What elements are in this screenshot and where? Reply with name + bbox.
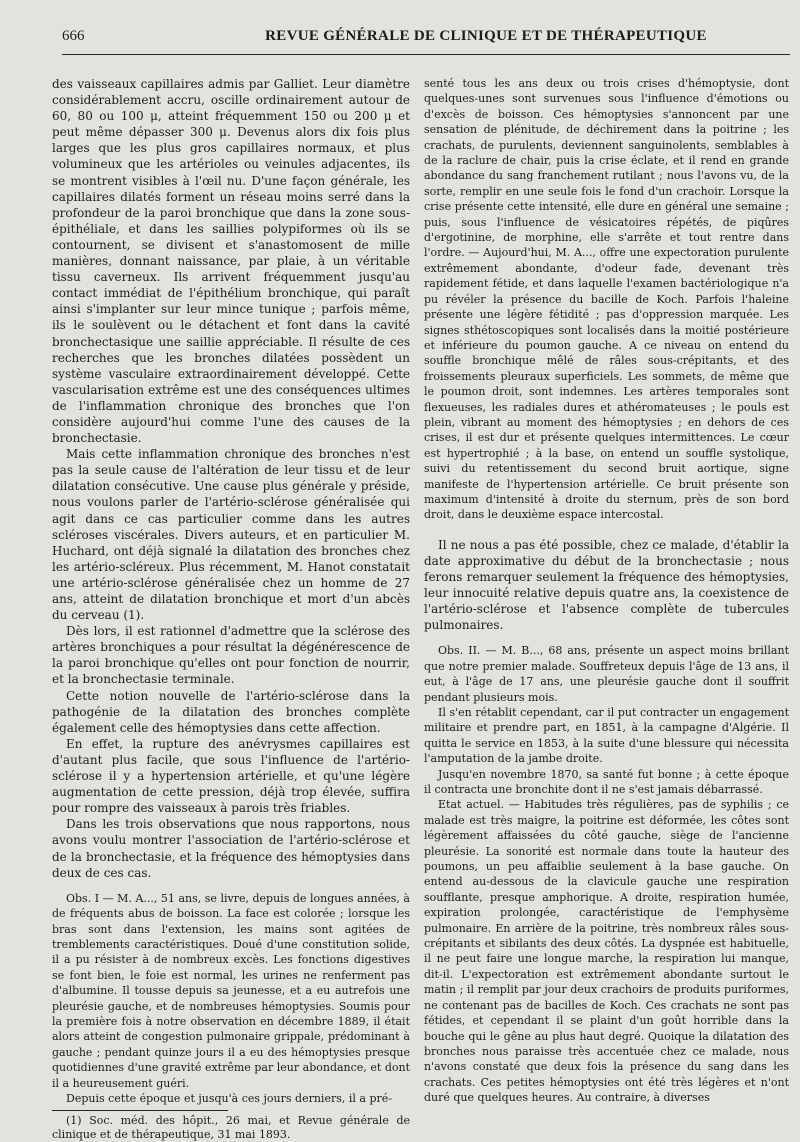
body-paragraph: En effet, la rupture des anévrysmes capillaires est d'autant plus facile, que sous l'influence de l'artério-sclérose il y a hypertension artérielle, et qu'une légère augmentation de cette pression, déjà trop élevée, suffira pour rompre des vaisseaux à parois très friables. [52,736,410,816]
observation-paragraph: Depuis cette époque et jusqu'à ces jours derniers, il a pré- [66,1091,392,1105]
left-column [52,76,410,1142]
running-header [62,28,790,55]
running-title: REVUE GÉNÉRALE DE CLINIQUE ET DE THÉRAPEUTIQUE [265,28,707,44]
observation-paragraph: senté tous les ans deux ou trois crises d'hémoptysie, dont quelques-unes sont survenues sous l'influence d'émotions ou d'excès de boisson. Ces hémoptysies s'annoncent par une sensation de plénitude, de déchirement dans la poitrine ; les crachats, de purulents, deviennent sanguinolents, semblables à de la raclure de chair, puis la crise éclate, et il rend en grande abondance du sang franchement rutilant ; nous l'avons vu, de la sorte, remplir en une seule fois le fond d'un crachoir. Lorsque la crise présente cette intensité, elle dure en général une semaine ; puis, sous l'influence de vésicatoires répétés, de piqûres d'ergotinine, de morphine, elle s'arrête et tout rentre dans l'ordre. — Aujourd'hui, M. A..., offre une expectoration purulente extrêmement abondante, d'odeur fade, devenant très rapidement fétide, et dans laquelle l'examen bactériologique n'a pu révéler la présence du bacille de Koch. Parfois l'haleine présente une légère fétidité ; pas d'oppression marquée. Les signes sthétoscopiques sont localisés dans la moitié postérieure et inférieure du poumon gauche. A ce niveau on entend du souffle bronchique mêlé de râles sous-crépitants, et des froissements pleuraux superficiels. Les sommets, de même que le poumon droit, sont indemnes. Les artères temporales sont flexueuses, les radiales dures et athéromateuses ; le pouls est plein, vibrant au moment des hémoptysies ; en dehors de ces crises, il est dur et présente quelques intermittences. Le cœur est hypertrophié ; à la base, on entend un souffle systolique, suivi du retentissement du second bruit aortique, signe manifeste de l'hypertension artérielle. Ce bruit présente son maximum d'intensité à droite du sternum, près de son bord droit, dans le deuxième espace intercostal. [424,77,789,522]
observation-paragraph: Il s'en rétablit cependant, car il put contracter un engagement militaire et prendre part, en 1851, à la campagne d'Algérie. Il quitta le service en 1853, à la suite d'une blessure qui nécessita l'amputation de la jambe droite. [424,705,789,766]
body-paragraph: Cette notion nouvelle de l'artério-sclérose dans la pathogénie de la dilatation des bronches complète également celle des hémoptysies dans cette affection. [52,688,410,735]
body-paragraph: Il ne nous a pas été possible, chez ce malade, d'établir la date approximative du début de la bronchectasie ; nous ferons remarquer seulement la fréquence des hémoptysies, leur innocuité relative depuis quatre ans, la coexistence de l'artério-sclérose et l'absence complète de tubercules pulmonaires. [424,537,789,633]
body-paragraph: Mais cette inflammation chronique des bronches n'est pas la seule cause de l'altération de leur tissu et de leur dilatation consécutive. Une cause plus générale y préside, nous voulons parler de l'artério-sclérose généralisée qui agit dans ce cas particulier comme dans les autres scléroses viscérales. Divers auteurs, et en particulier M. Huchard, ont déjà signalé la dilatation des bronches chez les artério-scléreux. Plus récemment, M. Hanot constatait une artério-sclérose généralisée chez un homme de 27 ans, atteint de dilatation bronchique et mort d'un abcès du cerveau (1). [52,447,410,623]
body-paragraph: Dès lors, il est rationnel d'admettre que la sclérose des artères bronchiques a pour résultat la dégénérescence de la paroi bronchique qu'elles ont pour fonction de nourrir, et la bronchectasie terminale. [52,624,410,687]
right-column [424,76,789,1106]
body-paragraph: des vaisseaux capillaires admis par Galliet. Leur diamètre considérablement accru, oscille ordinairement autour de 60, 80 ou 100 μ, atteint fréquemment 150 ou 200 μ et peut même dépasser 300 μ. Devenus alors dix fois plus larges que les plus gros capillaires normaux, et plus volumineux que les artérioles ou veinules adjacentes, ils se montrent visibles à l'œil nu. D'une façon générale, les capillaires dilatés forment un réseau moins serré dans la profondeur de la paroi bronchique que dans la zone sous-épithéliale, et dans les saillies polypiformes où ils se contournent, se divisent et s'anastomosent de mille manières, donnant naissance, par plaie, à un véritable tissu caverneux. Ils arrivent fréquemment jusqu'au contact immédiat de l'épithélium bronchique, qui paraît ainsi s'implanter sur leur mince tunique ; parfois même, ils le soulèvent ou le détachent et font dans la cavité bronchectasique une saillie appréciable. Il résulte de ces recherches que les bronches dilatées possèdent un système vasculaire extraordinairement développé. Cette vascularisation extrême est une des conséquences ultimes de l'inflammation chronique des bronches que l'on considère aujourd'hui comme l'une des causes de la bronchectasie. [52,77,410,446]
observation-paragraph: Obs. II. — M. B..., 68 ans, présente un aspect moins brillant que notre premier malade. Souffreteux depuis l'âge de 13 ans, il eut, à l'âge de 17 ans, une pleurésie gauche dont il souffrit pendant plusieurs mois. [424,644,789,704]
observation-paragraph: Obs. I — M. A..., 51 ans, se livre, depuis de longues années, à de fréquents abus de boisson. La face est colorée ; lorsque les bras sont dans l'extension, les mains sont agitées de tremblements caractéristiques. Doué d'une constitution solide, il a pu résister à de nombreux excès. Les fonctions digestives se font bien, le foie est normal, les urines ne renferment pas d'albumine. Il tousse depuis sa jeunesse, et a eu autrefois une pleurésie gauche, et de nombreuses hémoptysies. Soumis pour la première fois à notre observation en décembre 1889, il était alors atteint de congestion pulmonaire grippale, prédominant à gauche ; pendant quinze jours il a eu des hémoptysies presque quotidiennes d'une gravité extrême par leur abondance, et dont il a heureusement guéri. [52,891,410,1090]
body-paragraph: Dans les trois observations que nous rapportons, nous avons voulu montrer l'association de l'artério-sclérose et de la bronchectasie, et la fréquence des hémoptysies dans deux de ces cas. [52,817,410,880]
observation-paragraph: Etat actuel. — Habitudes très régulières, pas de syphilis ; ce malade est très maigre, la poitrine est déformée, les côtes sont légèrement affaissées du côté gauche, siège de l'ancienne pleurésie. La sonorité est normale dans toute la hauteur des poumons, un peu affaiblie seulement à la base gauche. On entend au-dessous de la clavicule gauche une respiration soufflante, presque amphorique. A droite, respiration humée, expiration prolongée, caractéristique de l'emphysème pulmonaire. En arrière de la poitrine, très nombreux râles sous-crépitants et sibilants des deux côtés. La dyspnée est habituelle, il ne peut faire une longue marche, la respiration lui manque, dit-il. L'expectoration est extrêmement abondante surtout le matin ; il remplit par jour deux crachoirs de produits puriformes, ne contenant pas de bacilles de Koch. Ces crachats ne sont pas fétides, et cependant il se plaint d'un goût horrible dans la bouche qui le gêne au plus haut degré. Quoique la dilatation des bronches nous paraisse très accentuée chez ce malade, nous n'avons constaté que deux fois la présence du sang dans les crachats. Ces petites hémoptysies ont été très légères et n'ont duré que quelques heures. Au contraire, à diverses [424,798,789,1105]
footnote-rule [52,1110,228,1111]
footnote: (1) Soc. méd. des hôpit., 26 mai, et Revue générale de clinique et de thérapeutique, 31 mai 1893. [52,1114,410,1142]
observation-paragraph: Jusqu'en novembre 1870, sa santé fut bonne ; à cette époque il contracta une bronchite dont il ne s'est jamais débarrassé. [424,767,789,796]
page-number: 666 [62,28,85,44]
